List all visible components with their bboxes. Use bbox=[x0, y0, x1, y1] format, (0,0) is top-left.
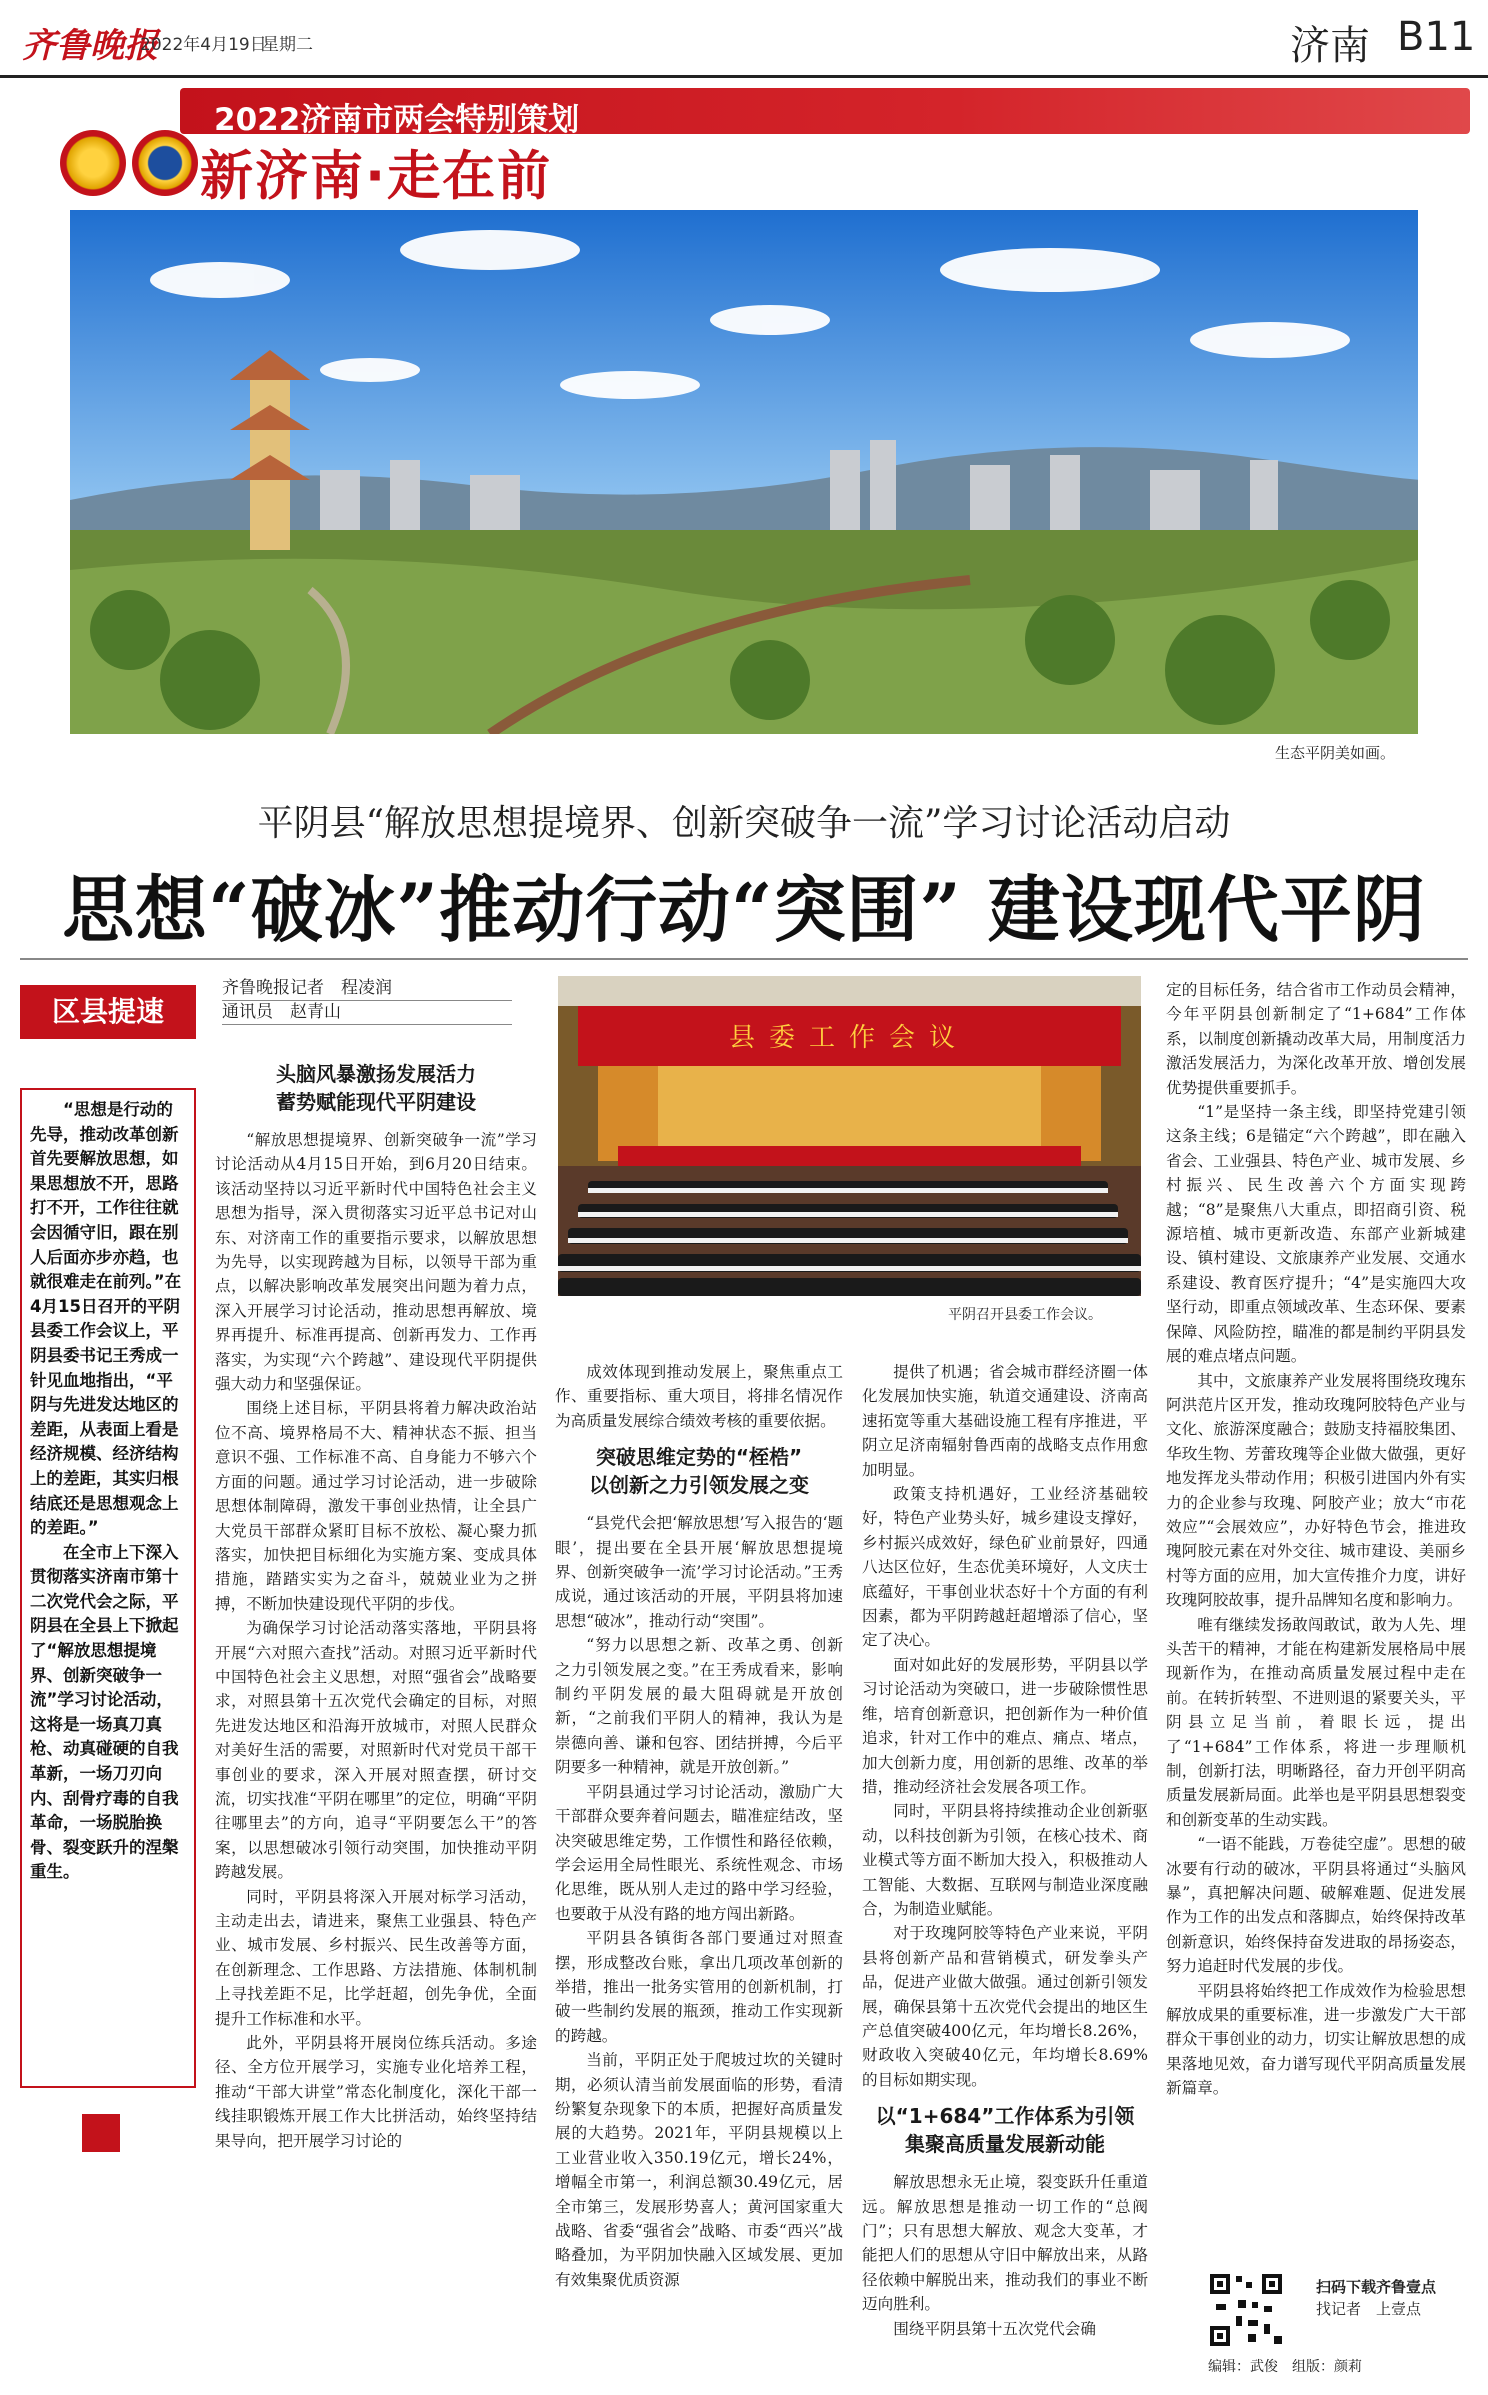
reporter-name: 齐鲁晚报记者 程凌润 bbox=[222, 977, 512, 1001]
lead-paragraph: 在全市上下深入贯彻落实济南市第十二次党代会之际，平阴县在全县上下掀起了“解放思想提境界、创新突破争一流”学习讨论活动，这将是一场真刀真枪、动真碰硬的自我革新，一场刀刃向内、刮骨疗毒的自我革命，一场脱胎换骨、裂变跃升的涅槃重生。 bbox=[30, 1542, 179, 1882]
national-emblem-icon bbox=[60, 130, 126, 196]
paragraph: “1”是坚持一条主线，即坚持党建引领这条主线；6是锚定“六个跨越”，即在融入省会、工业强县、特色产业、城市发展、乡村振兴、民生改善六个方面实现跨越；“8”是聚焦八大重点，即招商引资、税源培植、城市更新改造、东部产业新城建设、镇村建设、文旅康养产业发展、交通水系建设、教育医疗提升；“4”是实施四大攻坚行动，即重点领域改革、生态环保、要素保障、风险防控，瞄准的都是制约平阴县发展的难点堵点问题。 bbox=[1166, 1103, 1466, 1366]
paragraph: “解放思想提境界、创新突破争一流”学习讨论活动从4月15日开始，到6月20日结束。该活动坚持以习近平新时代中国特色社会主义思想为指导，深入贯彻落实习近平总书记对山东、对济南工作的重要指示要求，以解放思想为先导，以实现跨越为目标，以领导干部为重点，以解决影响改革发展突出问题为着力点，深入开展学习讨论活动，推动思想再解放、境界再提升、标准再提高、创新再发力、工作再落实，为实现“六个跨越”、建设现代平阴提供强大动力和坚强保证。 bbox=[215, 1131, 537, 1394]
paragraph: 当前，平阴正处于爬坡过坎的关键时期，必须认清当前发展面临的形势，看清纷繁复杂现象下的本质，把握好高质量发展的大趋势。2021年，平阴县规模以上工业营业收入350.19亿元，增长24%，增幅全市第一，利润总额30.49亿元，居全市第三，发展形势喜人；黄河国家重大战略、省委“强省会”战略、市委“西兴”战略叠加，为平阴加快融入区域发展、更加有效集聚优质资源 bbox=[555, 2051, 843, 2289]
newspaper-logo: 齐鲁晚报 bbox=[22, 26, 158, 66]
meeting-banner-text: 县委工作会议 bbox=[728, 1023, 970, 1053]
paragraph: “努力以思想之新、改革之勇、创新之力引领发展之变。”在王秀成看来，影响制约平阴发展的最大阻碍就是开放创新，“之前我们平阴人的精神，我认为是崇德向善、谦和包容、团结拼搏，今后平阴要多一种精神，就是开放创新。” bbox=[555, 1636, 843, 1777]
paragraph: 成效体现到推动发展上，聚焦重点工作、重要指标、重大项目，将排名情况作为高质量发展综合绩效考核的重要依据。 bbox=[555, 1363, 843, 1430]
meeting-photo bbox=[558, 976, 1141, 1296]
paragraph: 同时，平阴县将深入开展对标学习活动，主动走出去，请进来，聚焦工业强县、特色产业、城市发展、乡村振兴、民生改善等方面，在创新理念、工作思路、方法措施、体制机制上寻找差距不足，比学赶超，创先争优，全面提升工作标准和水平。 bbox=[215, 1887, 537, 2028]
page-number: B11 bbox=[1397, 14, 1476, 60]
paragraph: 对于玫瑰阿胶等特色产业来说，平阴县将创新产品和营销模式，研发拳头产品，促进产业做大做强。通过创新引领发展，确保县第十五次党代会提出的地区生产总值突破400亿元，年均增长8.26%，财政收入突破40亿元，年均增长8.69%的目标如期实现。 bbox=[862, 1924, 1148, 2089]
meeting-illustration bbox=[558, 976, 1141, 1296]
section-heading: 以“1+684”工作体系为引领 集聚高质量发展新动能 bbox=[875, 2104, 1135, 2157]
byline bbox=[222, 977, 512, 1025]
paragraph: 其中，文旅康养产业发展将围绕玫瑰东阿洪范片区开发，推动玫瑰阿胶特色产业与文化、旅游深度融合；鼓励支持福胶集团、华玫生物、芳蕾玫瑰等企业做大做强，更好地发挥龙头带动作用；积极引进国内外有实力的企业参与玫瑰、阿胶产业；放大“市花效应”“会展效应”，办好特色节会，推进玫瑰阿胶元素在对外交往、城市建设、美丽乡村等方面的应用，加大宣传推介力度，讲好玫瑰阿胶故事，提升品牌知名度和影响力。 bbox=[1166, 1371, 1466, 1610]
landscape-illustration bbox=[70, 210, 1418, 734]
cppcc-emblem-icon bbox=[132, 130, 198, 196]
article-column-3 bbox=[555, 1360, 843, 2380]
section-name: 济南 bbox=[1290, 23, 1370, 69]
paragraph: 解放思想永无止境，裂变跃升任重道远。解放思想是推动一切工作的“总阀门”；只有思想大解放、观念大变革，才能把人们的思想从守旧中解放出来，从路径依赖中解脱出来，推动我们的事业不断迈向胜利。 bbox=[862, 2173, 1148, 2314]
article-headline: 思想“破冰”推动行动“突围” 建设现代平阴 bbox=[62, 867, 1426, 952]
paragraph: “县党代会把‘解放思想’写入报告的‘题眼’，提出要在全县开展‘解放思想提境界、创新突破争一流’学习讨论活动。”王秀成说，通过该活动的开展，平阴县将加速思想“破冰”，推动行动“突围”。 bbox=[555, 1514, 843, 1630]
divider bbox=[20, 958, 1468, 960]
landscape-photo bbox=[70, 210, 1418, 734]
article-subtitle: 平阴县“解放思想提境界、创新突破争一流”学习讨论活动启动 bbox=[257, 803, 1231, 844]
banner-title: 2022济南市两会特别策划 bbox=[214, 102, 580, 138]
paragraph: 平阴县将始终把工作成效作为检验思想解放成果的重要标准，进一步激发广大干部群众干事创业的动力，切实让解放思想的成果落地见效，奋力谱写现代平阴高质量发展新篇章。 bbox=[1166, 1981, 1466, 2098]
paragraph: 唯有继续发扬敢闯敢试，敢为人先、埋头苦干的精神，才能在构建新发展格局中展现新作为，在推动高质量发展过程中走在前。在转折转型、不进则退的紧要关头，平阴县立足当前，着眼长远，提出了“1+684”工作体系，将进一步理顺机制，创新打法，明晰路径，奋力开创平阴高质量发展新局面。此举也是平阴县思想裂变和创新变革的生动实践。 bbox=[1166, 1615, 1466, 1829]
issue-date: 2022年4月19日 bbox=[140, 35, 267, 55]
paragraph: 同时，平阴县将持续推动企业创新驱动，以科技创新为引领，在核心技术、商业模式等方面不断加大投入，积极推动人工智能、大数据、互联网与制造业深度融合，为制造业赋能。 bbox=[862, 1802, 1148, 1918]
paragraph: 此外，平阴县将开展岗位练兵活动。多途径、全方位开展学习，实施专业化培养工程，推动“干部大讲堂”常态化制度化，深化干部一线挂职锻炼开展工作大比拼活动，始终坚持结果导向，把开展学习讨论的 bbox=[215, 2034, 537, 2150]
section-heading: 头脑风暴激扬发展活力 蓄势赋能现代平阴建设 bbox=[276, 1062, 476, 1114]
masthead bbox=[0, 0, 1488, 78]
paragraph: 面对如此好的发展形势，平阴县以学习讨论活动为突破口，进一步破除惯性思维，培育创新意识，把创新作为一种价值追求，针对工作中的难点、痛点、堵点，加大创新力度，用创新的思维、改革的举措，推动经济社会发展各项工作。 bbox=[862, 1655, 1148, 1796]
qr-line-2: 找记者 上壹点 bbox=[1316, 2300, 1422, 2318]
article-column-4 bbox=[862, 1360, 1148, 2380]
lead-paragraph: “思想是行动的先导，推动改革创新首先要解放思想，如果思想放不开，思路打不开，工作往往就会因循守旧，跟在别人后面亦步亦趋，也就很难走在前列。”在4月15日召开的平阴县委工作会议上，平阴县委书记王秀成一针见血地指出，“平阴与先进发达地区的差距，从表面上看是经济规模、经济结构上的差距，其实归根结底还是思想观念上的差距。” bbox=[30, 1100, 182, 1538]
lead-column bbox=[20, 1088, 196, 2088]
paragraph: 平阴县各镇街各部门要通过对照查摆，形成整改台账，拿出几项改革创新的举措，推出一批务实管用的创新机制，打破一些制约发展的瓶颈，推动工作实现新的跨越。 bbox=[555, 1929, 843, 2045]
column-label: 区县提速 bbox=[20, 985, 196, 1039]
paragraph: “一语不能践，万卷徒空虚”。思想的破冰要有行动的破冰，平阴县将通过“头脑风暴”，真把解决问题、破解难题、促进发展作为工作的出发点和落脚点，始终保持改革创新意识，始终保持奋发进取的昂扬姿态，努力追赶时代发展的步伐。 bbox=[1166, 1835, 1466, 1976]
meeting-photo-caption: 平阴召开县委工作会议。 bbox=[948, 1307, 1102, 1323]
correspondent-name: 通讯员 赵青山 bbox=[222, 1001, 512, 1025]
article-column-2 bbox=[215, 1050, 537, 2380]
paragraph: 提供了机遇；省会城市群经济圈一体化发展加快实施，轨道交通建设、济南高速拓宽等重大基础设施工程有序推进，平阴立足济南辐射鲁西南的战略支点作用愈加明显。 bbox=[862, 1363, 1148, 1479]
section-heading: 突破思维定势的“桎梏” 以创新之力引领发展之变 bbox=[589, 1445, 809, 1498]
issue-weekday: 星期二 bbox=[262, 35, 313, 55]
paragraph: 政策支持机遇好，工业经济基础较好，特色产业势头好，城乡建设支撑好，乡村振兴成效好，绿色矿业前景好，四通八达区位好，生态优美环境好，人文庆士底蕴好，干事创业状态好十个方面的有利因素，都为平阴跨越赶超增添了信心，坚定了决心。 bbox=[862, 1485, 1148, 1650]
banner-slogan: 新济南·走在前 bbox=[200, 146, 553, 207]
red-block bbox=[82, 2114, 120, 2152]
paragraph: 围绕平阴县第十五次党代会确 bbox=[893, 2319, 1096, 2338]
paragraph: 定的目标任务，结合省市工作动员会精神，今年平阴县创新制定了“1+684”工作体系，以制度创新撬动改革大局，用制度活力激活发展活力，为深化改革开放、增创发展优势提供重要抓手。 bbox=[1166, 981, 1466, 1097]
qr-line-1: 扫码下载齐鲁壹点 bbox=[1316, 2278, 1437, 2296]
qr-code-icon[interactable] bbox=[1208, 2272, 1284, 2348]
editor-credit: 编辑：武俊 组版：颜莉 bbox=[1208, 2359, 1362, 2375]
paragraph: 平阴县通过学习讨论活动，激励广大干部群众要奔着问题去，瞄准症结改，坚决突破思维定势，工作惯性和路径依赖，学会运用全局性眼光、系统性观念、市场化思维，既从别人走过的路中学习经验，也要敢于从没有路的地方闯出新路。 bbox=[555, 1782, 843, 1923]
article-column-5 bbox=[1166, 978, 1466, 2258]
paragraph: 围绕上述目标，平阴县将着力解决政治站位不高、境界格局不大、精神状态不振、担当意识不强、工作标准不高、自身能力不够六个方面的问题。通过学习讨论活动，进一步破除思想体制障碍，激发干事创业热情，让全县广大党员干部群众紧盯目标不放松、凝心聚力抓落实，加快把目标细化为实施方案、变成具体措施，踏踏实实为之奋斗，兢兢业业为之拼搏，不断加快建设现代平阴的步伐。 bbox=[215, 1399, 537, 1613]
photo-caption: 生态平阴美如画。 bbox=[1275, 744, 1396, 762]
qr-promo bbox=[1316, 2276, 1436, 2320]
special-banner bbox=[180, 88, 1470, 138]
paragraph: 为确保学习讨论活动落实落地，平阴县将开展“六对照六查找”活动。对照习近平新时代中国特色社会主义思想，对照“强省会”战略要求，对照县第十五次党代会确定的目标，对照先进发达地区和沿海开放城市，对照人民群众对美好生活的需要，对照新时代对党员干部干事创业的要求，深入开展对照查摆，研讨交流，切实找准“平阴在哪里”的定位，明确“平阴往哪里去”的方向，追寻“平阴要怎么干”的答案，以思想破冰引领行动突围，加快推动平阴跨越发展。 bbox=[215, 1619, 537, 1882]
